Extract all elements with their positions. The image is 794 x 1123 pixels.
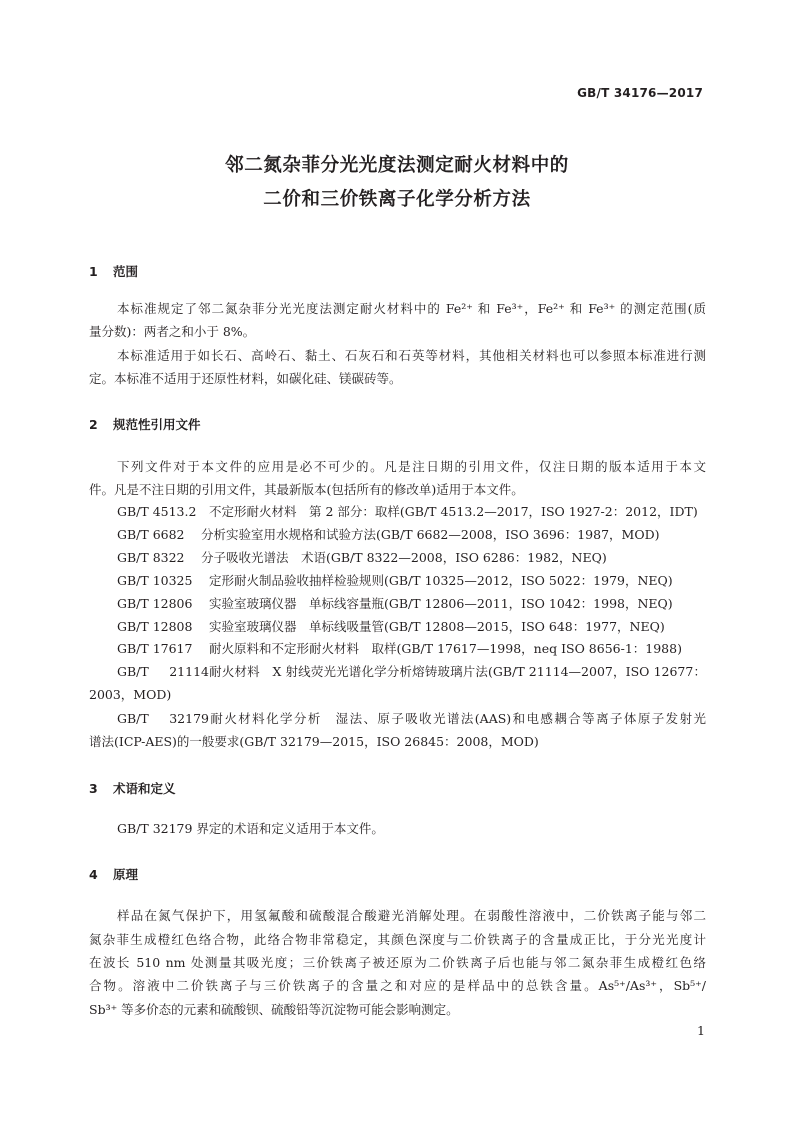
reference-item: [117, 527, 706, 543]
reference-code: GB/T 8322: [117, 550, 185, 565]
reference-title: 分子吸收光谱法 术语(GB/T 8322—2008，ISO 6286：1982，NEQ): [201, 550, 607, 565]
section-3-heading: [89, 779, 176, 797]
reference-item: [117, 711, 706, 727]
reference-code: GB/T 32179: [117, 711, 209, 726]
section-title: 规范性引用文件: [113, 417, 201, 432]
reference-code: GB/T 21114: [117, 664, 209, 679]
reference-code: GB/T 4513.2: [117, 504, 197, 519]
section-2-heading: [89, 415, 201, 433]
reference-item: [117, 664, 706, 680]
paragraph-line: 下列文件对于本文件的应用是必不可少的。凡是注日期的引用文件，仅注日期的版本适用于本文: [117, 459, 706, 474]
paragraph-line: 本标准规定了邻二氮杂菲分光光度法测定耐火材料中的 Fe²⁺ 和 Fe³⁺，Fe²⁺ 和 Fe³⁺ 的测定范围(质: [117, 301, 706, 316]
reference-code: GB/T 10325: [117, 573, 193, 588]
section-number: 1: [89, 264, 98, 279]
reference-code: GB/T 6682: [117, 527, 185, 542]
page-number: 1: [697, 1023, 705, 1038]
reference-title: 分析实验室用水规格和试验方法(GB/T 6682—2008，ISO 3696：1987，MOD): [201, 527, 660, 542]
section-title: 术语和定义: [113, 781, 176, 796]
section-4-heading: [89, 865, 138, 883]
reference-title: 耐火材料化学分析 湿法、原子吸收光谱法(AAS)和电感耦合等离子体原子发射光: [209, 711, 706, 726]
reference-title: 耐火材料 X 射线荧光光谱化学分析熔铸玻璃片法(GB/T 21114—2007，ISO 12677：: [209, 664, 706, 679]
section-number: 4: [89, 867, 98, 882]
document-title-line-2: 二价和三价铁离子化学分析方法: [263, 189, 531, 210]
reference-continuation: 谱法(ICP-AES)的一般要求(GB/T 32179—2015，ISO 26845：2008，MOD): [89, 734, 539, 749]
reference-item: [117, 573, 706, 589]
section-title: 原理: [113, 867, 139, 882]
section-number: 2: [89, 417, 98, 432]
paragraph-line: 量分数)：两者之和小于 8%。: [89, 324, 256, 339]
paragraph-line: GB/T 32179 界定的术语和定义适用于本文件。: [117, 821, 384, 836]
paragraph-line: 样品在氮气保护下，用氢氟酸和硫酸混合酸避光消解处理。在弱酸性溶液中，二价铁离子能与邻二: [117, 908, 706, 923]
reference-title: 不定形耐火材料 第 2 部分：取样(GB/T 4513.2—2017，ISO 1927-2：2012，IDT): [209, 504, 698, 519]
section-number: 3: [89, 781, 98, 796]
reference-item: [117, 596, 706, 612]
reference-code: GB/T 12806: [117, 596, 193, 611]
reference-title: 实验室玻璃仪器 单标线容量瓶(GB/T 12806—2011，ISO 1042：1998，NEQ): [209, 596, 673, 611]
section-title: 范围: [113, 264, 139, 279]
paragraph-line: 本标准适用于如长石、高岭石、黏土、石灰石和石英等材料，其他相关材料也可以参照本标准进行测: [117, 348, 706, 363]
standard-code: GB/T 34176—2017: [577, 86, 703, 100]
paragraph-line: 件。凡是不注日期的引用文件，其最新版本(包括所有的修改单)适用于本文件。: [89, 482, 524, 497]
reference-code: GB/T 17617: [117, 641, 193, 656]
document-title-line-1: 邻二氮杂菲分光光度法测定耐火材料中的: [225, 155, 569, 176]
reference-item: [117, 641, 706, 657]
reference-item: [117, 504, 706, 520]
paragraph-line: Sb³⁺ 等多价态的元素和硫酸钡、硫酸铅等沉淀物可能会影响测定。: [89, 1002, 459, 1017]
paragraph-line: 合物。溶液中二价铁离子与三价铁离子的含量之和对应的是样品中的总铁含量。As⁵⁺/As³⁺，Sb⁵⁺/: [89, 978, 706, 993]
reference-code: GB/T 12808: [117, 619, 193, 634]
reference-continuation: 2003，MOD): [89, 687, 172, 702]
paragraph-line: 定。本标准不适用于还原性材料，如碳化硅、镁碳砖等。: [89, 371, 402, 386]
section-1-heading: [89, 262, 138, 280]
paragraph-line: 氮杂菲生成橙红色络合物，此络合物非常稳定，其颜色深度与二价铁离子的含量成正比，于分光光度计: [89, 932, 706, 947]
reference-item: [117, 550, 706, 566]
reference-title: 定形耐火制品验收抽样检验规则(GB/T 10325—2012，ISO 5022：1979，NEQ): [209, 573, 673, 588]
reference-title: 耐火原料和不定形耐火材料 取样(GB/T 17617—1998，neq ISO 8656-1：1988): [209, 641, 682, 656]
reference-title: 实验室玻璃仪器 单标线吸量管(GB/T 12808—2015，ISO 648：1977，NEQ): [209, 619, 665, 634]
paragraph-line: 在波长 510 nm 处测量其吸光度；三价铁离子被还原为二价铁离子后也能与邻二氮杂菲生成橙红色络: [89, 955, 706, 970]
reference-item: [117, 619, 706, 635]
